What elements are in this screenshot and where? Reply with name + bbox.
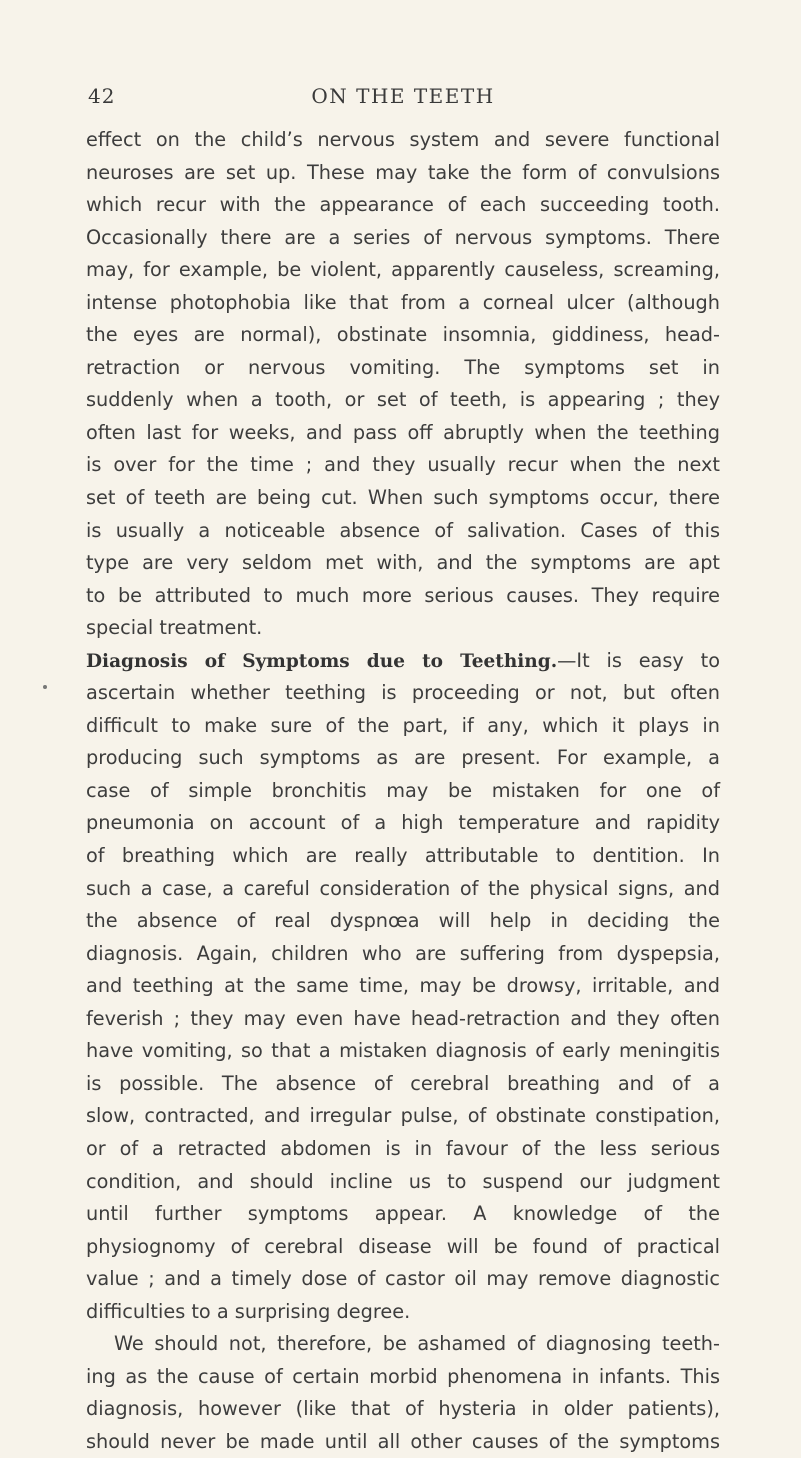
text-line: the absence of real dyspnœa will help in deciding the: [86, 909, 720, 933]
text-line: of breathing which are really attributable to dentition. In: [86, 844, 720, 868]
text-line: producing such symptoms as are present. For example, a: [86, 746, 720, 770]
page-number: 42: [88, 84, 116, 108]
text-line: condition, and should incline us to suspend our judgment: [86, 1169, 720, 1193]
text-line: retraction or nervous vomiting. The symptoms set in: [86, 355, 720, 379]
section-first-line-text: —It is easy to: [557, 648, 720, 672]
text-line: the eyes are normal), obstinate insomnia, giddiness, head-: [86, 323, 720, 347]
text-line: intense photophobia like that from a corneal ulcer (although: [86, 290, 720, 314]
text-line: feverish ; they may even have head-retraction and they often: [86, 1006, 720, 1030]
text-line: which recur with the appearance of each succeeding tooth.: [86, 193, 720, 217]
text-line: pneumonia on account of a high temperature and rapidity: [86, 811, 720, 835]
text-line: may, for example, be violent, apparently causeless, screaming,: [86, 258, 720, 282]
text-line: until further symptoms appear. A knowledge of the: [86, 1202, 720, 1226]
text-line: or of a retracted abdomen is in favour of the less serious: [86, 1136, 720, 1160]
text-line: Occasionally there are a series of nervous symptoms. There: [86, 225, 720, 249]
page-header: [88, 84, 718, 114]
text-line: to be attributed to much more serious causes. They require: [86, 583, 720, 607]
section-heading: Diagnosis of Symptoms due to Teething.: [86, 650, 558, 672]
text-line: physiognomy of cerebral disease will be found of practical: [86, 1234, 720, 1258]
text-line: value ; and a timely dose of castor oil may remove diagnostic: [86, 1267, 720, 1291]
text-line: difficulties to a surprising degree.: [86, 1299, 411, 1323]
text-line: is over for the time ; and they usually recur when the next: [86, 453, 720, 477]
text-line: diagnosis. Again, children who are suffering from dyspepsia,: [86, 941, 720, 965]
text-line: effect on the child’s nervous system and severe functional: [86, 128, 720, 151]
section-first-line: [86, 645, 720, 678]
text-line: We should not, therefore, be ashamed of diagnosing teeth-: [114, 1332, 720, 1356]
text-line: special treatment.: [86, 616, 263, 640]
running-head: ON THE TEETH: [311, 84, 495, 108]
text-line: slow, contracted, and irregular pulse, of obstinate constipation,: [86, 1104, 720, 1128]
text-line: ascertain whether teething is proceeding or not, but often: [86, 681, 720, 705]
text-line: and teething at the same time, may be drowsy, irritable, and: [86, 974, 720, 998]
body-text: [86, 124, 720, 1458]
text-line: set of teeth are being cut. When such symptoms occur, there: [86, 486, 720, 510]
text-line: ing as the cause of certain morbid phenomena in infants. This: [86, 1364, 720, 1388]
text-line: case of simple bronchitis may be mistaken for one of: [86, 778, 720, 802]
text-line: neuroses are set up. These may take the form of convulsions: [86, 160, 720, 184]
text-line: often last for weeks, and pass off abruptly when the teething: [86, 420, 720, 444]
text-line: is usually a noticeable absence of salivation. Cases of this: [86, 518, 720, 542]
paper-speck: [43, 685, 47, 689]
text-line: difficult to make sure of the part, if any, which it plays in: [86, 713, 720, 737]
text-line: such a case, a careful consideration of the physical signs, and: [86, 876, 720, 900]
text-line: diagnosis, however (like that of hysteria in older patients),: [86, 1397, 720, 1421]
text-line: should never be made until all other causes of the symptoms: [86, 1429, 720, 1453]
text-line: have vomiting, so that a mistaken diagnosis of early meningitis: [86, 1039, 720, 1063]
text-line: type are very seldom met with, and the symptoms are apt: [86, 551, 720, 575]
text-line: is possible. The absence of cerebral breathing and of a: [86, 1071, 720, 1095]
text-line: suddenly when a tooth, or set of teeth, is appearing ; they: [86, 388, 720, 412]
